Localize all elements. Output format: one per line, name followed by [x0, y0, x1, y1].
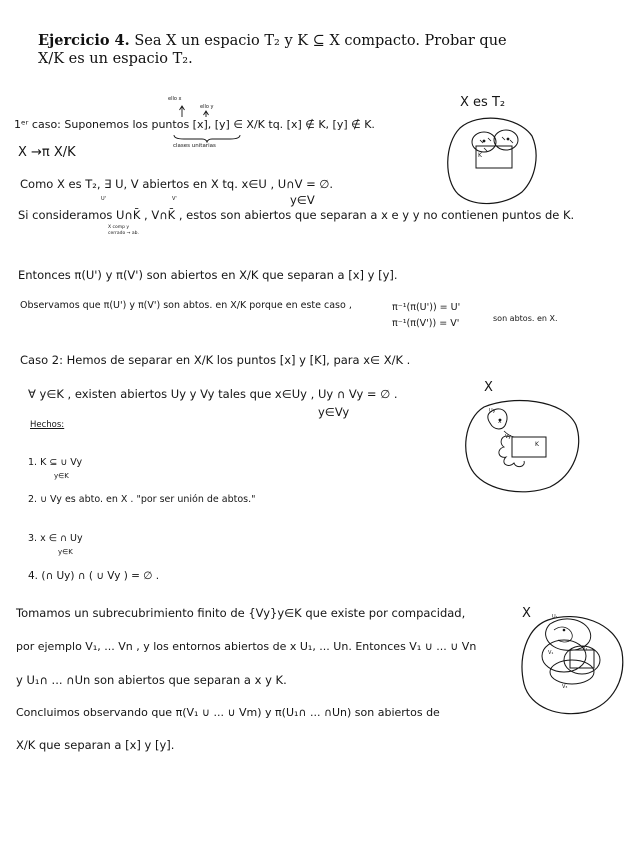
- fig3-v2-label: V₂: [582, 646, 588, 652]
- fig2-k-label: K: [535, 441, 539, 448]
- exercise-text-line1: Sea X un espacio T₂ y K ⊆ X compacto. Probar que: [134, 33, 507, 49]
- conclusion-line-1: Tomamos un subrecubrimiento finito de {Vy}y∈K que existe por compacidad,: [16, 606, 466, 620]
- fact-2: 2. ∪ Vy es abto. en X . "por ser unión de abtos.": [28, 494, 256, 505]
- fig3-u1-label: U₁: [552, 614, 558, 620]
- fig2-x-point: x: [498, 418, 502, 425]
- fact-3-sub: y∈K: [58, 548, 73, 556]
- fig2-uy-label: Uy: [489, 408, 496, 414]
- line-preimage-v: π⁻¹(π(V')) = V': [392, 318, 460, 329]
- fact-1-sub: y∈K: [54, 472, 69, 480]
- conclusion-line-3: y U₁∩ ... ∩Un son abiertos que separan a x y K.: [16, 673, 287, 687]
- note-v-prime: V': [172, 196, 177, 202]
- projection-map: X →π X/K: [18, 145, 76, 160]
- hechos-heading: Hechos:: [30, 420, 65, 430]
- exercise-text-line2: X/K es un espacio T₂.: [38, 51, 193, 67]
- fig3-v3-label: V₃: [562, 684, 568, 690]
- case2-heading: Caso 2: Hemos de separar en X/K los puntos [x] y [K], para x∈ X/K .: [20, 353, 411, 367]
- line-si-consideramos: Si consideramos U∩K̄ , V∩K̄ , estos son abiertos que separan a x e y y no contienen puntos de K.: [18, 208, 575, 222]
- note-ello-y: ello y: [200, 104, 214, 110]
- note-k-compact: X comp y cerrado → ab.: [108, 225, 139, 236]
- conclusion-line-2: por ejemplo V₁, ... Vn , y los entornos abiertos de x U₁, ... Un. Entonces V₁ ∪ ... ∪ Vn: [16, 640, 477, 653]
- note-classes: clases unitarias: [173, 143, 216, 149]
- fig1-k-label: K: [478, 152, 482, 159]
- fig2-x-label: X: [484, 380, 493, 395]
- conclusion-line-4: Concluimos observando que π(V₁ ∪ ... ∪ Vm) y π(U₁∩ ... ∩Un) son abiertos de: [16, 706, 440, 719]
- line-y-in-vy: y∈Vy: [318, 405, 350, 419]
- fig3-x-label: X: [522, 606, 531, 621]
- line-forall: ∀ y∈K , existen abiertos Uy y Vy tales que x∈Uy , Uy ∩ Vy = ∅ .: [28, 387, 398, 401]
- fig1-title: X es T₂: [460, 95, 506, 110]
- line-observamos: Observamos que π(U') y π(V') son abtos. en X/K porque en este caso ,: [20, 300, 352, 311]
- exercise-statement: [38, 31, 507, 51]
- note-u-prime: U': [101, 196, 107, 202]
- line-y-in-v: y∈V: [290, 193, 315, 207]
- fact-4: 4. (∩ Uy) ∩ ( ∪ Vy ) = ∅ .: [28, 570, 160, 582]
- exercise-label: Ejercicio 4.: [38, 32, 130, 49]
- fact-3: 3. x ∈ ∩ Uy: [28, 533, 83, 544]
- fact-1: 1. K ⊆ ∪ Vy: [28, 457, 83, 468]
- note-ello-x: ello x: [168, 96, 182, 102]
- line-preimage-u: π⁻¹(π(U')) = U': [392, 302, 461, 313]
- fig3-diagram: [520, 612, 626, 716]
- line-entonces: Entonces π(U') y π(V') son abiertos en X/K que separan a [x] y [y].: [18, 268, 398, 282]
- conclusion-line-5: X/K que separan a [x] y [y].: [16, 738, 175, 752]
- underbrace: [172, 133, 242, 143]
- case1-heading: 1ᵉʳ caso: Suponemos los puntos [x], [y] ∈ X/K tq. [x] ∉ K, [y] ∉ K.: [14, 118, 375, 131]
- line-como: Como X es T₂, ∃ U, V abiertos en X tq. x∈U , U∩V = ∅.: [20, 177, 334, 191]
- fig2-diagram: [460, 395, 582, 495]
- fig3-v1-label: V₁: [548, 650, 554, 656]
- fig2-vy-label: Vy: [505, 434, 512, 440]
- line-son-abtos: son abtos. en X.: [493, 314, 558, 323]
- fig1-diagram: [440, 110, 540, 210]
- annotation-arrows: [170, 104, 210, 118]
